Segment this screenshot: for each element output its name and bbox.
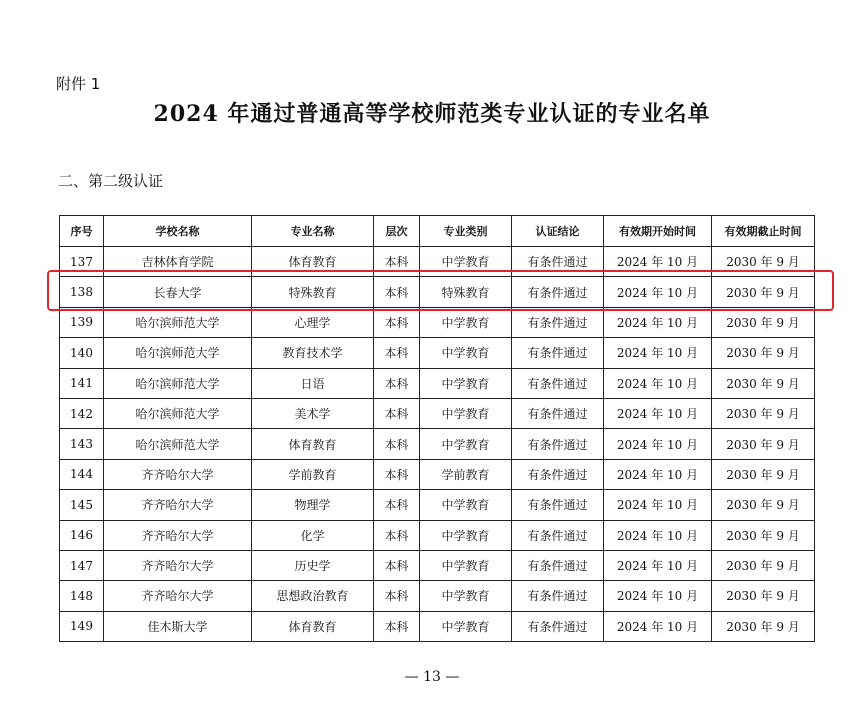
header-cell: 序号 [60, 216, 104, 247]
table-cell: 2030 年 9 月 [712, 277, 815, 307]
table-cell: 中学教育 [420, 247, 512, 277]
table-cell: 思想政治教育 [252, 581, 374, 611]
table-cell: 2024 年 10 月 [604, 581, 712, 611]
header-cell: 层次 [374, 216, 420, 247]
table-cell: 139 [60, 307, 104, 337]
table-cell: 历史学 [252, 550, 374, 580]
table-cell: 本科 [374, 307, 420, 337]
table-cell: 本科 [374, 247, 420, 277]
table-cell: 中学教育 [420, 490, 512, 520]
section-heading: 二、第二级认证 [58, 172, 164, 190]
table-cell: 2024 年 10 月 [604, 307, 712, 337]
page-number: — 13 — [404, 669, 460, 685]
table-cell: 2030 年 9 月 [712, 429, 815, 459]
table-cell: 心理学 [252, 307, 374, 337]
table-cell: 齐齐哈尔大学 [104, 520, 252, 550]
table-cell: 特殊教育 [252, 277, 374, 307]
table-cell: 2030 年 9 月 [712, 368, 815, 398]
table-cell: 吉林体育学院 [104, 247, 252, 277]
table-cell: 体育教育 [252, 429, 374, 459]
table-cell: 学前教育 [420, 459, 512, 489]
table-row [60, 520, 815, 550]
table-cell: 2030 年 9 月 [712, 398, 815, 428]
table-row [60, 459, 815, 489]
table-cell: 137 [60, 247, 104, 277]
table-cell: 本科 [374, 338, 420, 368]
table-cell: 本科 [374, 581, 420, 611]
table-row [60, 581, 815, 611]
table-cell: 中学教育 [420, 429, 512, 459]
table-cell: 中学教育 [420, 581, 512, 611]
table-cell: 体育教育 [252, 247, 374, 277]
table-cell: 2030 年 9 月 [712, 338, 815, 368]
table-cell: 2024 年 10 月 [604, 338, 712, 368]
table-cell: 有条件通过 [512, 277, 604, 307]
table-cell: 本科 [374, 368, 420, 398]
table-header-row [60, 216, 815, 247]
table-cell: 有条件通过 [512, 611, 604, 641]
table-cell: 2024 年 10 月 [604, 247, 712, 277]
header-cell: 有效期开始时间 [604, 216, 712, 247]
table-cell: 美术学 [252, 398, 374, 428]
table-cell: 2030 年 9 月 [712, 247, 815, 277]
table-cell: 2030 年 9 月 [712, 459, 815, 489]
table-cell: 有条件通过 [512, 247, 604, 277]
table-cell: 有条件通过 [512, 429, 604, 459]
table-cell: 中学教育 [420, 520, 512, 550]
table-cell: 147 [60, 550, 104, 580]
table-cell: 长春大学 [104, 277, 252, 307]
table-cell: 物理学 [252, 490, 374, 520]
table-cell: 中学教育 [420, 368, 512, 398]
table-cell: 学前教育 [252, 459, 374, 489]
table-row [60, 307, 815, 337]
header-cell: 认证结论 [512, 216, 604, 247]
table-cell: 149 [60, 611, 104, 641]
table-cell: 本科 [374, 611, 420, 641]
table-cell: 2024 年 10 月 [604, 398, 712, 428]
table-row [60, 338, 815, 368]
table-cell: 143 [60, 429, 104, 459]
table-cell: 有条件通过 [512, 338, 604, 368]
table-row [60, 398, 815, 428]
table-cell: 2030 年 9 月 [712, 611, 815, 641]
table-cell: 有条件通过 [512, 490, 604, 520]
table-cell: 2024 年 10 月 [604, 611, 712, 641]
table-cell: 中学教育 [420, 398, 512, 428]
table-row [60, 611, 815, 641]
table-cell: 日语 [252, 368, 374, 398]
table-cell: 中学教育 [420, 550, 512, 580]
table-cell: 齐齐哈尔大学 [104, 550, 252, 580]
table-cell: 齐齐哈尔大学 [104, 490, 252, 520]
highlight-box [47, 270, 834, 311]
table-cell: 141 [60, 368, 104, 398]
table-cell: 本科 [374, 490, 420, 520]
table-cell: 有条件通过 [512, 550, 604, 580]
table-cell: 哈尔滨师范大学 [104, 338, 252, 368]
table-row [60, 368, 815, 398]
table-cell: 中学教育 [420, 611, 512, 641]
table-cell: 本科 [374, 550, 420, 580]
table-cell: 2030 年 9 月 [712, 581, 815, 611]
table-row [60, 429, 815, 459]
table-row [60, 550, 815, 580]
table-cell: 哈尔滨师范大学 [104, 429, 252, 459]
table-cell: 哈尔滨师范大学 [104, 307, 252, 337]
table-cell: 138 [60, 277, 104, 307]
document-title: 2024 年通过普通高等学校师范类专业认证的专业名单 [153, 101, 711, 127]
table-cell: 142 [60, 398, 104, 428]
table-cell: 2030 年 9 月 [712, 307, 815, 337]
table-cell: 哈尔滨师范大学 [104, 368, 252, 398]
attachment-label: 附件 1 [56, 75, 101, 93]
table-cell: 146 [60, 520, 104, 550]
table-cell: 化学 [252, 520, 374, 550]
table-cell: 2024 年 10 月 [604, 459, 712, 489]
table-cell: 本科 [374, 398, 420, 428]
table-cell: 有条件通过 [512, 459, 604, 489]
table-cell: 有条件通过 [512, 398, 604, 428]
header-cell: 专业名称 [252, 216, 374, 247]
table-cell: 齐齐哈尔大学 [104, 459, 252, 489]
table-cell: 本科 [374, 429, 420, 459]
table-cell: 2030 年 9 月 [712, 550, 815, 580]
table-cell: 148 [60, 581, 104, 611]
table-cell: 有条件通过 [512, 368, 604, 398]
table-cell: 教育技术学 [252, 338, 374, 368]
table-cell: 本科 [374, 459, 420, 489]
table-cell: 中学教育 [420, 338, 512, 368]
table-cell: 齐齐哈尔大学 [104, 581, 252, 611]
table-cell: 2024 年 10 月 [604, 429, 712, 459]
table-cell: 2024 年 10 月 [604, 520, 712, 550]
table-cell: 2030 年 9 月 [712, 490, 815, 520]
table-cell: 2030 年 9 月 [712, 520, 815, 550]
table-cell: 体育教育 [252, 611, 374, 641]
table-cell: 有条件通过 [512, 520, 604, 550]
table-cell: 2024 年 10 月 [604, 277, 712, 307]
table-cell: 144 [60, 459, 104, 489]
table-cell: 2024 年 10 月 [604, 490, 712, 520]
table-cell: 140 [60, 338, 104, 368]
table-cell: 2024 年 10 月 [604, 368, 712, 398]
table-cell: 有条件通过 [512, 581, 604, 611]
table-cell: 145 [60, 490, 104, 520]
table-cell: 特殊教育 [420, 277, 512, 307]
table-cell: 哈尔滨师范大学 [104, 398, 252, 428]
table-row [60, 490, 815, 520]
header-cell: 有效期截止时间 [712, 216, 815, 247]
table-cell: 本科 [374, 277, 420, 307]
header-cell: 学校名称 [104, 216, 252, 247]
table-cell: 中学教育 [420, 307, 512, 337]
table-cell: 2024 年 10 月 [604, 550, 712, 580]
table-cell: 有条件通过 [512, 307, 604, 337]
table-cell: 本科 [374, 520, 420, 550]
header-cell: 专业类别 [420, 216, 512, 247]
table-cell: 佳木斯大学 [104, 611, 252, 641]
